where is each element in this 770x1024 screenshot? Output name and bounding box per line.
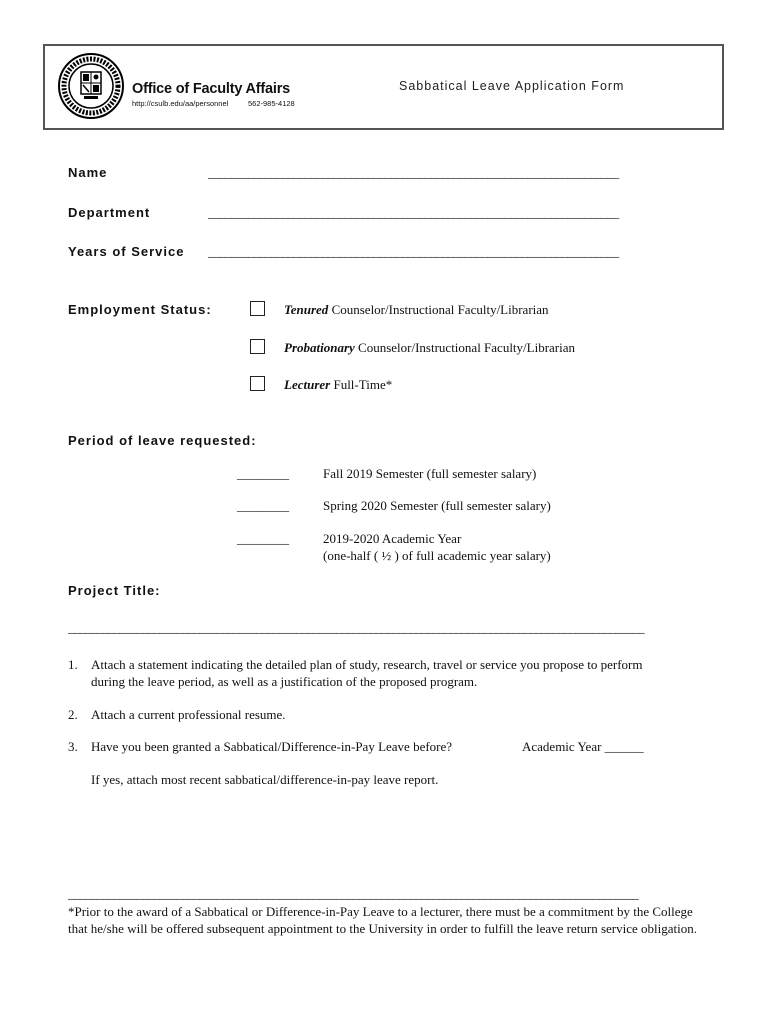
- fall-option: Fall 2019 Semester (full semester salary): [323, 466, 537, 481]
- employment-status-label: Employment Status:: [68, 302, 212, 317]
- tenured-checkbox[interactable]: [250, 301, 265, 316]
- item-2-text: Attach a current professional resume.: [91, 707, 286, 722]
- lecturer-emph: Lecturer: [284, 377, 331, 392]
- probationary-option: [284, 340, 575, 356]
- office-name: Office of Faculty Affairs: [132, 81, 291, 97]
- tenured-option: [284, 302, 549, 318]
- period-of-leave-label: Period of leave requested:: [68, 433, 257, 448]
- project-title-label: Project Title:: [68, 583, 161, 598]
- academic-year-note: (one-half ( ½ ) of full academic year salary): [323, 548, 551, 563]
- fall-blank[interactable]: ________: [237, 466, 289, 481]
- tenured-rest: Counselor/Instructional Faculty/Librarian: [328, 302, 549, 317]
- letterhead-box: [43, 44, 724, 130]
- lecturer-option: [284, 377, 392, 393]
- if-yes-note: If yes, attach most recent sabbatical/difference-in-pay leave report.: [91, 772, 439, 787]
- years-of-service-field[interactable]: ________________________________________________________________________: [208, 244, 619, 259]
- project-title-field[interactable]: _____________________________________________________________________________________________________: [68, 620, 644, 635]
- years-of-service-label: Years of Service: [68, 244, 185, 259]
- probationary-emph: Probationary: [284, 340, 355, 355]
- academic-year-field[interactable]: Academic Year ______: [522, 739, 644, 754]
- footnote-text: *Prior to the award of a Sabbatical or Difference-in-Pay Leave to a lecturer, there must be a commitment by the College that he/she will be offered subsequent appointment to the University in order to fulfill the leave return service obligation.: [68, 904, 698, 936]
- name-field[interactable]: ________________________________________________________________________: [208, 165, 619, 180]
- name-label: Name: [68, 165, 108, 180]
- lecturer-checkbox[interactable]: [250, 376, 265, 391]
- item-2-number: 2.: [68, 707, 78, 722]
- lecturer-rest: Full-Time*: [330, 377, 393, 392]
- footnote-divider: ____________________________________________________________________________________________________: [68, 886, 639, 901]
- department-field[interactable]: ________________________________________________________________________: [208, 205, 619, 220]
- spring-option: Spring 2020 Semester (full semester salary): [323, 498, 551, 513]
- item-3-text: Have you been granted a Sabbatical/Difference-in-Pay Leave before?: [91, 739, 453, 754]
- item-3-number: 3.: [68, 739, 78, 754]
- university-seal-icon: [57, 52, 125, 120]
- item-1-text-line2: during the leave period, as well as a justification of the proposed program.: [91, 674, 478, 689]
- item-1-number: 1.: [68, 657, 78, 672]
- form-title: Sabbatical Leave Application Form: [399, 79, 625, 93]
- department-label: Department: [68, 205, 151, 220]
- office-url: http://csulb.edu/aa/personnel: [132, 99, 229, 108]
- academic-year-option: 2019-2020 Academic Year: [323, 531, 462, 546]
- spring-blank[interactable]: ________: [237, 498, 289, 513]
- probationary-rest: Counselor/Instructional Faculty/Librarian: [354, 340, 576, 355]
- item-1-text-line1: Attach a statement indicating the detailed plan of study, research, travel or service you propose to perform: [91, 657, 643, 672]
- probationary-checkbox[interactable]: [250, 339, 265, 354]
- office-phone: 562-985-4128: [248, 99, 295, 108]
- academic-year-blank[interactable]: ________: [237, 531, 289, 546]
- tenured-emph: Tenured: [284, 302, 329, 317]
